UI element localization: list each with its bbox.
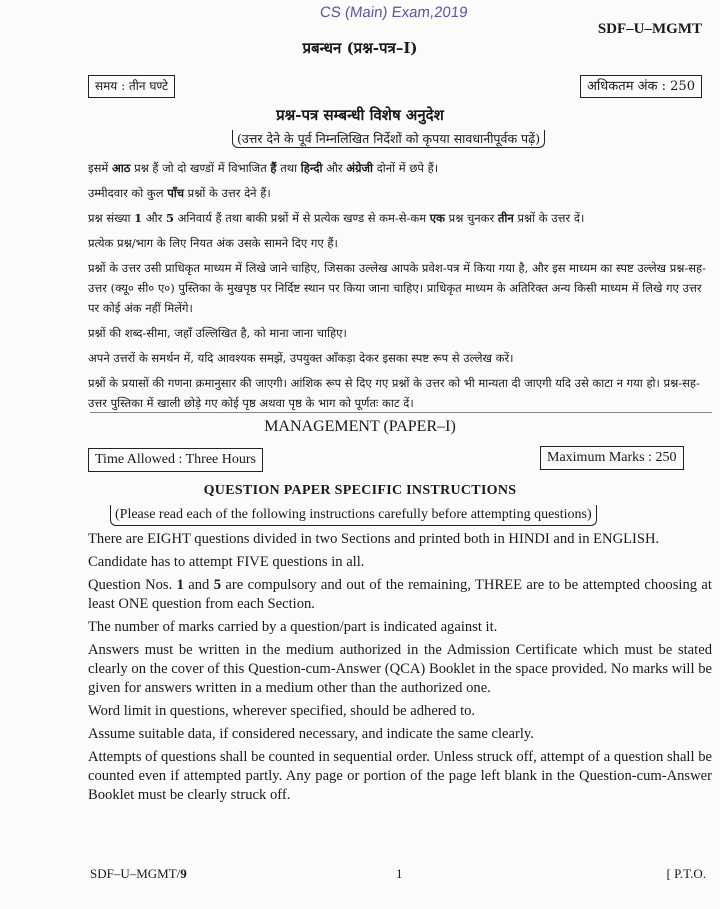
text: एक bbox=[429, 211, 445, 225]
exam-stamp: CS (Main) Exam,2019 bbox=[319, 4, 469, 21]
text: 1 bbox=[176, 577, 184, 593]
text: दोनों में छपे हैं। bbox=[376, 161, 439, 175]
text: प्रश्न संख्या bbox=[88, 211, 131, 225]
hindi-instruction-3 bbox=[88, 208, 714, 228]
paper-code: SDF–U–MGMT bbox=[597, 21, 702, 37]
text: और bbox=[326, 161, 343, 175]
hindi-instruction-6: प्रश्नों की शब्द-सीमा, जहाँ उल्लिखित है, को माना जाना चाहिए। bbox=[88, 326, 347, 340]
section-divider bbox=[90, 412, 712, 413]
english-instruction-6: Word limit in questions, wherever specified, should be adhered to. bbox=[88, 703, 476, 719]
hindi-instructions bbox=[88, 158, 714, 418]
text: and bbox=[188, 577, 210, 593]
footer-pto: [ P.T.O. bbox=[666, 866, 706, 881]
text: 1 bbox=[134, 211, 143, 225]
text: 5 bbox=[213, 577, 222, 593]
english-instruction-3 bbox=[88, 576, 712, 614]
hindi-max-marks: अधिकतम अंक : 250 bbox=[580, 75, 702, 98]
hindi-instruction-1 bbox=[88, 158, 714, 178]
text: are compulsory and out of the remaining, THREE are to be attempted choosing at least ONE question from each Section. bbox=[88, 577, 712, 612]
english-time-allowed: Time Allowed : Three Hours bbox=[88, 448, 263, 472]
text: इसमें bbox=[88, 161, 109, 175]
hindi-instruction-8: प्रश्नों के प्रयासों की गणना क्रमानुसार की जाएगी। आंशिक रूप से दिए गए प्रश्नों के उत्तर को भी मान्यता दी जाएगी यदि उसे काटा न गया हो। प्रश्न-सह-उत्तर पुस्तिका में खाली छोड़े गए कोई पृष्ठ अथवा पृष्ठ के भाग को पूर्णतः काट दें। bbox=[88, 376, 700, 410]
text: प्रश्न हैं जो दो खण्डों में विभाजित bbox=[134, 161, 267, 175]
footer-paper-code bbox=[90, 866, 187, 882]
text: हैं bbox=[270, 161, 277, 175]
hindi-instruction-5: प्रश्नों के उत्तर उसी प्राधिकृत माध्यम में लिखे जाने चाहिए, जिसका उल्लेख आपके प्रवेश-पत्र में किया गया है, और इस माध्यम का स्पष्ट उल्लेख प्रश्न-सह-उत्तर (क्यू० सी० ए०) पुस्तिका के मुखपृष्ठ पर निर्दिष्ट स्थान पर किया जाना चाहिए। प्राधिकृत माध्यम के अतिरिक्त अन्य किसी माध्यम में लिखे गए उत्तर पर कोई अंक नहीं मिलेंगे। bbox=[88, 261, 707, 315]
text: पाँच bbox=[167, 186, 185, 200]
english-instruction-5: Answers must be written in the medium authorized in the Admission Certificate which must be stated clearly on the cover of this Question-cum-Answer (QCA) Booklet in the space provided. No marks will be given for answers written in a medium other than the authorized one. bbox=[88, 642, 712, 696]
text: 9 bbox=[180, 866, 187, 881]
hindi-instruction-4: प्रत्येक प्रश्न/भाग के लिए नियत अंक उसके सामने दिए गए हैं। bbox=[88, 236, 338, 250]
text: प्रश्नों के उत्तर देने हैं। bbox=[187, 186, 271, 200]
footer-page-number: 1 bbox=[396, 866, 403, 881]
text: अनिवार्य हैं तथा बाकी प्रश्नों में से प्रत्येक खण्ड से कम-से-कम bbox=[177, 211, 427, 225]
text: Question Nos. bbox=[88, 577, 173, 593]
english-instruction-8: Attempts of questions shall be counted in sequential order. Unless struck off, attempt of a question shall be counted even if attempted partly. Any page or portion of the page left blank in the Question-cum-Answer Booklet must be clearly struck off. bbox=[88, 749, 712, 803]
english-instruction-4: The number of marks carried by a question/part is indicated against it. bbox=[88, 619, 498, 635]
english-instruction-2: Candidate has to attempt FIVE questions in all. bbox=[88, 554, 365, 570]
english-instructions-heading: QUESTION PAPER SPECIFIC INSTRUCTIONS bbox=[203, 483, 517, 498]
hindi-time-allowed: समय : तीन घण्टे bbox=[88, 75, 175, 98]
text: हिन्दी bbox=[300, 161, 323, 175]
text: तथा bbox=[280, 161, 298, 175]
hindi-instruction-7: अपने उत्तरों के समर्थन में, यदि आवश्यक समझें, उपयुक्त आँकड़ा देकर इसका स्पष्ट रूप से उल्लेख करें। bbox=[88, 351, 514, 365]
text: प्रश्नों के उत्तर दें। bbox=[517, 211, 585, 225]
english-instruction-1: There are EIGHT questions divided in two Sections and printed both in HINDI and in ENGLISH. bbox=[88, 531, 660, 547]
text: प्रश्न चुनकर bbox=[448, 211, 495, 225]
text: SDF–U–MGMT/ bbox=[90, 866, 181, 881]
text: और bbox=[145, 211, 163, 225]
text: 5 bbox=[165, 211, 174, 225]
text: तीन bbox=[497, 211, 514, 225]
english-max-marks: Maximum Marks : 250 bbox=[540, 446, 684, 470]
english-instructions bbox=[88, 530, 712, 809]
hindi-instruction-2 bbox=[88, 183, 714, 203]
text: उम्मीदवार को कुल bbox=[88, 186, 164, 200]
hindi-instructions-heading: प्रश्न-पत्र सम्बन्धी विशेष अनुदेश bbox=[276, 106, 444, 124]
hindi-instructions-subheading: (उत्तर देने के पूर्व निम्नलिखित निर्देशों को कृपया सावधानीपूर्वक पढ़ें) bbox=[232, 130, 545, 148]
text: अंग्रेजी bbox=[346, 161, 374, 175]
english-instruction-7: Assume suitable data, if considered necessary, and indicate the same clearly. bbox=[88, 726, 534, 742]
text: आठ bbox=[111, 161, 131, 175]
hindi-paper-title: प्रबन्धन (प्रश्न-पत्र–I) bbox=[302, 39, 418, 57]
english-instructions-subheading: (Please read each of the following instructions carefully before attempting questions) bbox=[110, 505, 597, 526]
english-paper-title: MANAGEMENT (PAPER–I) bbox=[264, 418, 456, 435]
